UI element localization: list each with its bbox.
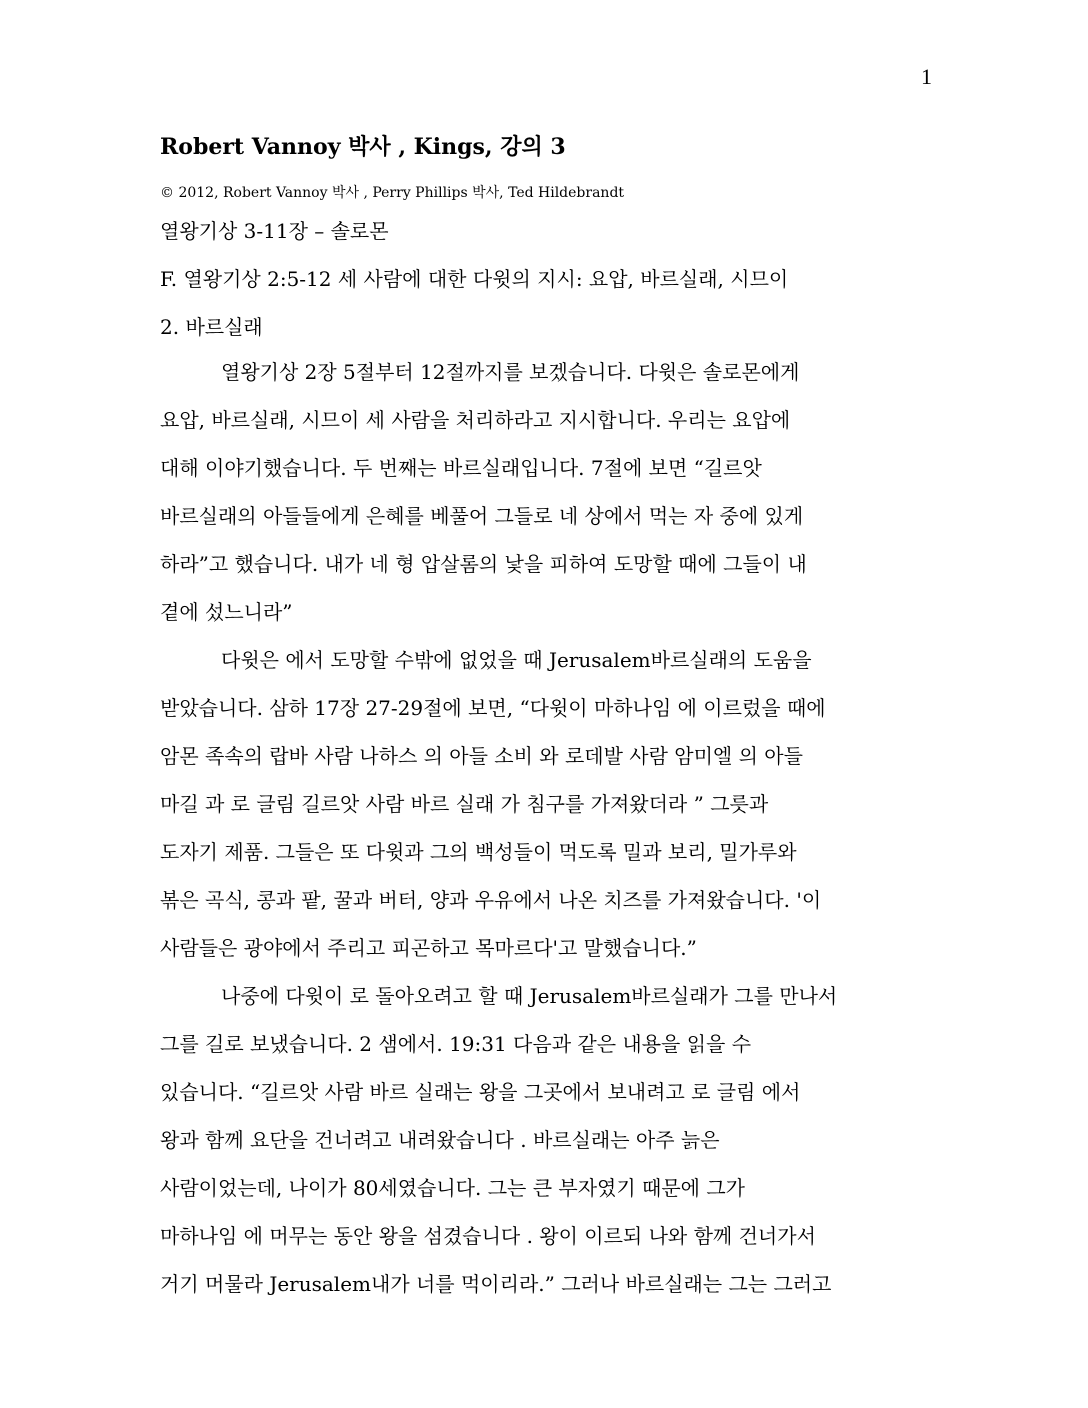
paragraph-line: 도자기 제품. 그들은 또 다윗과 그의 백성들이 먹도록 밀과 보리, 밀가루와 — [160, 840, 797, 864]
paragraph-line: 열왕기상 2장 5절부터 12절까지를 보겠습니다. 다윗은 솔로몬에게 — [221, 360, 800, 384]
paragraph-line: 사람들은 광야에서 주리고 피곤하고 목마르다'고 말했습니다.” — [160, 936, 697, 960]
paragraph-line: 요압, 바르실래, 시므이 세 사람을 처리하라고 지시합니다. 우리는 요압에 — [160, 408, 791, 432]
paragraph-line: 대해 이야기했습니다. 두 번째는 바르실래입니다. 7절에 보면 “길르앗 — [160, 456, 762, 480]
paragraph-line: 있습니다. “길르앗 사람 바르 실래는 왕을 그곳에서 보내려고 로 글림 에서 — [160, 1080, 801, 1104]
body-text — [160, 348, 940, 1308]
copyright-line: © 2012, Robert Vannoy 박사 , Perry Phillips 박사, Ted Hildebrandt — [160, 185, 625, 201]
paragraph-line: 거기 머물라 Jerusalem내가 너를 먹이리라.” 그러나 바르실래는 그는 그러고 — [160, 1272, 832, 1296]
document-title: Robert Vannoy 박사 , Kings, 강의 3 — [160, 134, 566, 160]
paragraph-line: 마길 과 로 글림 길르앗 사람 바르 실래 가 침구를 가져왔더라 ” 그릇과 — [160, 792, 769, 816]
subsection-heading: 2. 바르실래 — [160, 315, 263, 339]
chapter-heading: 열왕기상 3-11장 – 솔로몬 — [160, 219, 389, 243]
paragraph-line: 하라”고 했습니다. 내가 네 형 압살롬의 낯을 피하여 도망할 때에 그들이 내 — [160, 552, 807, 576]
paragraph-line: 받았습니다. 삼하 17장 27-29절에 보면, “다윗이 마하나임 에 이르렀을 때에 — [160, 696, 826, 720]
paragraph-line: 바르실래의 아들들에게 은혜를 베풀어 그들로 네 상에서 먹는 자 중에 있게 — [160, 504, 804, 528]
paragraph-line: 볶은 곡식, 콩과 팥, 꿀과 버터, 양과 우유에서 나온 치즈를 가져왔습니다. '이 — [160, 888, 822, 912]
paragraph-line: 사람이었는데, 나이가 80세였습니다. 그는 큰 부자였기 때문에 그가 — [160, 1176, 745, 1200]
paragraph-line: 왕과 함께 요단을 건너려고 내려왔습니다 . 바르실래는 아주 늙은 — [160, 1128, 720, 1152]
paragraph-line: 다윗은 에서 도망할 수밖에 없었을 때 Jerusalem바르실래의 도움을 — [221, 648, 812, 672]
paragraph-line: 암몬 족속의 랍바 사람 나하스 의 아들 소비 와 로데발 사람 암미엘 의 아들 — [160, 744, 803, 768]
section-heading: F. 열왕기상 2:5-12 세 사람에 대한 다윗의 지시: 요압, 바르실래, 시므이 — [160, 267, 789, 291]
paragraph-line: 곁에 섰느니라” — [160, 600, 293, 624]
paragraph-line: 마하나임 에 머무는 동안 왕을 섬겼습니다 . 왕이 이르되 나와 함께 건너가서 — [160, 1224, 816, 1248]
paragraph-line: 그를 길로 보냈습니다. 2 샘에서. 19:31 다음과 같은 내용을 읽을 수 — [160, 1032, 752, 1056]
paragraph-line: 나중에 다윗이 로 돌아오려고 할 때 Jerusalem바르실래가 그를 만나서 — [221, 984, 838, 1008]
page-number: 1 — [921, 64, 932, 89]
